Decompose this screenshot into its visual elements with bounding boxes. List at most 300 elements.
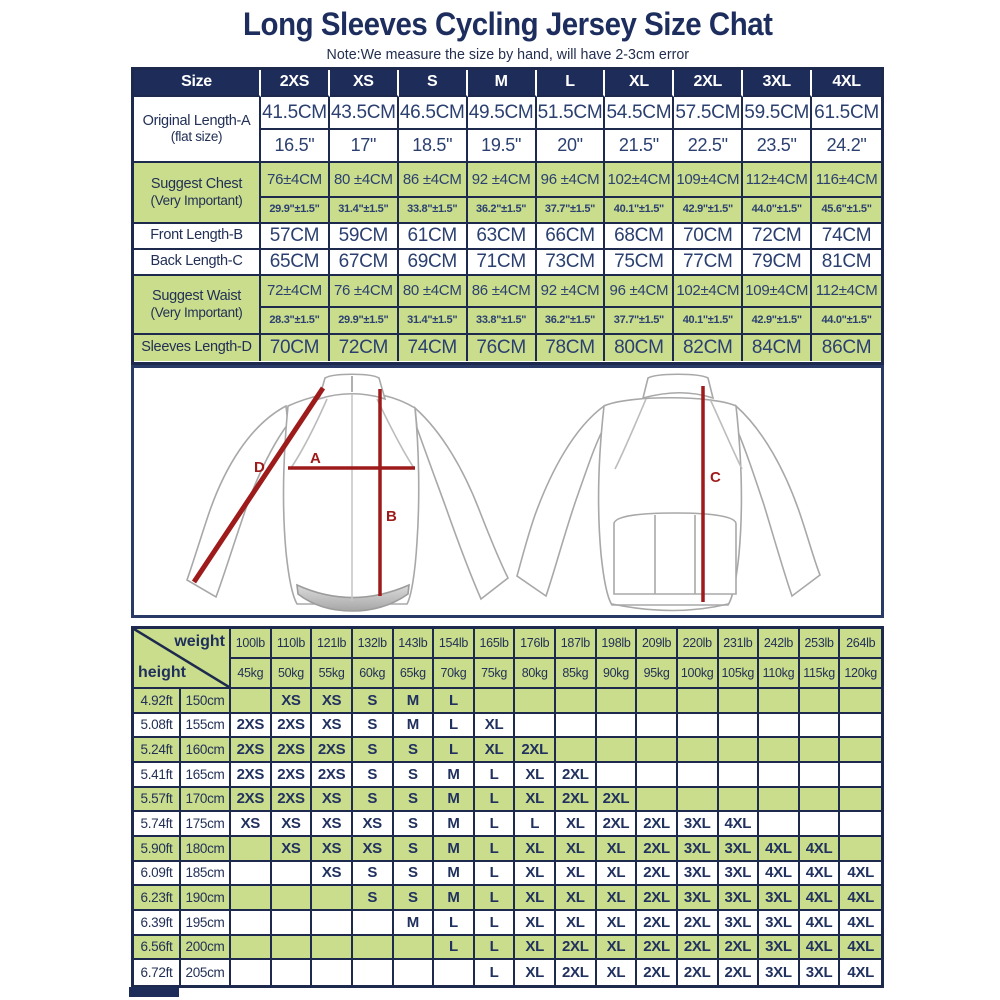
fit-size-cell: XS [231,812,272,837]
weight-kg-header: 115kg [800,659,841,689]
weight-lb-header: 121lb [312,629,353,659]
fit-size-cell [637,763,678,788]
weight-lb-header: 187lb [556,629,597,659]
fit-size-cell: 4XL [719,812,760,837]
fit-size-cell: 2XL [637,862,678,887]
fit-size-cell: 2XS [231,788,272,813]
size-value-cell: 74CM [399,335,468,361]
size-value-cell: 70CM [674,224,743,250]
fit-size-cell: S [394,837,435,862]
size-inch-cell: 23.5" [743,130,812,163]
size-row-label-text: Suggest Chest [150,176,243,193]
size-inch-cell: 19.5" [468,130,537,163]
fit-size-cell [312,960,353,985]
height-ft-label: 6.09ft [134,862,181,887]
fit-size-cell [353,911,394,936]
fit-size-cell [840,763,881,788]
size-value-cell: 70CM [261,335,330,361]
fit-size-cell: 4XL [840,886,881,911]
fit-size-cell [556,738,597,763]
fit-size-cell: 4XL [840,911,881,936]
weight-lb-header: 209lb [637,629,678,659]
size-inch-cell: 22.5" [674,130,743,163]
size-inch-cell: 29.9"±1.5" [330,308,399,335]
size-value-cell: 116±4CM [812,163,881,198]
size-row-sublabel-text: (Very Important) [150,304,243,320]
fit-size-cell: XL [556,812,597,837]
weight-lb-header: 143lb [394,629,435,659]
fit-size-cell: S [353,714,394,739]
size-inch-cell: 36.2"±1.5" [537,308,606,335]
fit-size-cell: 2XS [272,714,313,739]
fit-size-cell [231,960,272,985]
fit-size-cell: 2XL [678,911,719,936]
fit-size-cell [637,738,678,763]
fit-size-cell [231,862,272,887]
fit-size-cell [678,763,719,788]
fit-size-cell [800,689,841,714]
fit-size-cell: S [394,738,435,763]
back-jersey-drawing [517,374,820,610]
fit-size-cell [475,689,516,714]
fit-size-cell: L [475,763,516,788]
fit-size-cell: M [434,886,475,911]
size-value-cell: 112±4CM [812,276,881,308]
jersey-diagram-svg [134,368,881,615]
fit-size-cell: M [434,812,475,837]
size-value-cell: 96 ±4CM [537,163,606,198]
size-value-cell: 74CM [812,224,881,250]
size-value-cell: 82CM [674,335,743,361]
size-value-cell: 63CM [468,224,537,250]
fit-size-cell [515,714,556,739]
size-value-cell: 72CM [743,224,812,250]
fit-size-cell: 2XS [312,738,353,763]
fit-size-cell [759,812,800,837]
size-inch-cell: 28.3"±1.5" [261,308,330,335]
fit-size-cell: XL [597,936,638,961]
size-row-label-text: Back Length-C [150,253,243,270]
size-inch-cell: 17" [330,130,399,163]
weight-lb-header: 253lb [800,629,841,659]
size-row-label-text: Original Length-A [142,112,251,129]
fit-size-cell: 2XL [637,837,678,862]
weight-kg-header: 120kg [840,659,881,689]
height-axis-label: height [138,664,186,681]
fit-size-cell [312,911,353,936]
size-row-label [134,335,261,361]
size-col-header: L [537,70,606,97]
fit-size-cell [800,738,841,763]
fit-size-cell: 2XL [556,763,597,788]
fit-size-cell: 3XL [678,812,719,837]
fit-size-cell: 4XL [800,837,841,862]
fit-size-cell [678,714,719,739]
height-ft-label: 5.41ft [134,763,181,788]
fit-size-cell: 2XS [272,763,313,788]
fit-size-cell: XL [515,837,556,862]
size-row-label [134,97,261,163]
height-ft-label: 6.39ft [134,911,181,936]
fit-size-cell: L [515,812,556,837]
fit-size-cell: XL [597,837,638,862]
fit-size-cell: 4XL [840,862,881,887]
size-value-cell: 112±4CM [743,163,812,198]
size-inch-cell: 33.8"±1.5" [399,198,468,224]
size-value-cell: 102±4CM [605,163,674,198]
size-value-cell: 43.5CM [330,97,399,130]
size-value-cell: 79CM [743,250,812,276]
fit-size-cell: XS [272,812,313,837]
height-ft-label: 5.57ft [134,788,181,813]
weight-axis-label: weight [174,633,225,650]
height-ft-label: 6.56ft [134,936,181,961]
measurement-note: Note:We measure the size by hand, will have 2-3cm error [326,46,689,63]
label-a: A [310,450,321,467]
weight-kg-header: 80kg [515,659,556,689]
fit-size-cell: 3XL [759,886,800,911]
fit-size-cell: XS [353,837,394,862]
size-value-cell: 57CM [261,224,330,250]
weight-lb-header: 132lb [353,629,394,659]
height-cm-label: 155cm [181,714,231,739]
height-cm-label: 165cm [181,763,231,788]
fit-size-cell: S [394,886,435,911]
fit-size-cell: XL [475,738,516,763]
size-inch-cell: 40.1"±1.5" [605,198,674,224]
fit-size-cell: 2XS [231,738,272,763]
size-inch-cell: 18.5" [399,130,468,163]
fit-size-cell [759,689,800,714]
fit-size-cell: XS [312,689,353,714]
fit-size-cell: 2XL [556,788,597,813]
height-ft-label: 6.23ft [134,886,181,911]
size-value-cell: 54.5CM [605,97,674,130]
fit-size-cell: XL [556,862,597,887]
label-b: B [386,508,397,525]
fit-size-cell: 4XL [800,862,841,887]
size-value-cell: 80 ±4CM [399,276,468,308]
size-value-cell: 59CM [330,224,399,250]
fit-size-cell: S [353,788,394,813]
size-inch-cell: 42.9"±1.5" [743,308,812,335]
weight-lb-header: 154lb [434,629,475,659]
fit-size-cell: S [353,738,394,763]
size-value-cell: 78CM [537,335,606,361]
fit-size-cell: XL [597,886,638,911]
fit-size-cell: 4XL [800,911,841,936]
height-weight-corner-cell [134,629,231,689]
weight-lb-header: 220lb [678,629,719,659]
fit-size-cell [840,812,881,837]
fit-size-cell [231,936,272,961]
weight-kg-header: 100kg [678,659,719,689]
fit-size-cell: S [353,763,394,788]
weight-kg-header: 55kg [312,659,353,689]
size-row-label [134,224,261,250]
fit-size-cell: L [434,738,475,763]
fit-size-cell: 3XL [719,886,760,911]
fit-size-cell: XL [515,763,556,788]
size-value-cell: 80CM [605,335,674,361]
fit-size-cell: L [475,911,516,936]
weight-kg-header: 70kg [434,659,475,689]
fit-size-cell [353,960,394,985]
fit-size-cell: 2XL [556,936,597,961]
fit-size-cell [840,714,881,739]
fit-size-cell: 2XS [272,738,313,763]
size-inch-cell: 45.6"±1.5" [812,198,881,224]
height-cm-label: 150cm [181,689,231,714]
measurement-note-wrap [131,46,884,64]
size-row-label [134,163,261,224]
size-value-cell: 86 ±4CM [399,163,468,198]
fit-size-cell [231,689,272,714]
fit-size-cell [759,714,800,739]
height-cm-label: 160cm [181,738,231,763]
height-cm-label: 205cm [181,960,231,985]
fit-size-cell [637,714,678,739]
size-row-sublabel-text: (Very Important) [150,192,243,208]
size-inch-cell: 16.5" [261,130,330,163]
fit-size-cell [840,788,881,813]
size-value-cell: 92 ±4CM [468,163,537,198]
weight-kg-header: 85kg [556,659,597,689]
size-value-cell: 73CM [537,250,606,276]
fit-size-cell: XL [597,862,638,887]
size-col-header: Size [134,70,261,97]
weight-kg-header: 110kg [759,659,800,689]
size-value-cell: 61CM [399,224,468,250]
size-inch-cell: 33.8"±1.5" [468,308,537,335]
fit-size-cell [800,763,841,788]
fit-size-cell: 3XL [719,911,760,936]
fit-size-cell: 2XL [637,960,678,985]
fit-size-cell: 2XS [231,763,272,788]
fit-size-cell: L [434,689,475,714]
fit-size-cell [272,911,313,936]
size-value-cell: 96 ±4CM [605,276,674,308]
fit-size-cell: L [475,960,516,985]
fit-size-cell: XL [597,911,638,936]
fit-size-cell: M [434,763,475,788]
size-value-cell: 76CM [468,335,537,361]
fit-size-cell: 2XL [719,936,760,961]
height-ft-label: 5.74ft [134,812,181,837]
size-row-label-text: Suggest Waist [151,288,242,305]
size-inch-cell: 42.9"±1.5" [674,198,743,224]
fit-size-cell: 4XL [800,886,841,911]
fit-size-cell: L [475,812,516,837]
fit-size-cell: 3XL [678,862,719,887]
fit-size-cell [840,738,881,763]
fit-size-cell: L [475,862,516,887]
fit-size-cell: L [434,936,475,961]
front-jersey-drawing [187,374,508,611]
size-row-label-text: Front Length-B [150,227,243,244]
fit-size-cell: XS [312,837,353,862]
fit-size-cell [556,714,597,739]
size-value-cell: 49.5CM [468,97,537,130]
fit-size-cell: XS [272,837,313,862]
fit-size-cell: S [353,862,394,887]
fit-size-cell: 2XS [231,714,272,739]
fit-size-cell: XS [312,862,353,887]
fit-size-cell: 2XL [637,936,678,961]
size-value-cell: 76 ±4CM [330,276,399,308]
fit-size-cell: M [394,911,435,936]
fit-size-cell: XL [515,886,556,911]
size-col-header: S [399,70,468,97]
fit-size-cell [272,960,313,985]
fit-size-cell: 4XL [759,837,800,862]
size-col-header: 4XL [812,70,881,97]
weight-lb-header: 198lb [597,629,638,659]
size-value-cell: 61.5CM [812,97,881,130]
size-value-cell: 68CM [605,224,674,250]
size-row-label [134,276,261,335]
size-value-cell: 84CM [743,335,812,361]
label-c: C [710,469,721,486]
fit-size-cell: S [394,862,435,887]
fit-size-cell [434,960,475,985]
size-value-cell: 57.5CM [674,97,743,130]
size-value-cell: 69CM [399,250,468,276]
size-col-header: 2XL [674,70,743,97]
fit-size-cell [556,689,597,714]
size-inch-cell: 20" [537,130,606,163]
height-cm-label: 190cm [181,886,231,911]
fit-size-cell: S [394,812,435,837]
fit-size-cell [597,738,638,763]
fit-size-cell: L [475,788,516,813]
page-title-wrap [131,6,884,43]
fit-size-cell [840,837,881,862]
size-value-cell: 109±4CM [674,163,743,198]
size-col-header: 2XS [261,70,330,97]
fit-size-cell [719,738,760,763]
table-bottom-border-stub [129,987,179,997]
size-inch-cell: 24.2" [812,130,881,163]
fit-size-cell [800,788,841,813]
fit-size-cell: S [353,886,394,911]
weight-lb-header: 176lb [515,629,556,659]
fit-size-cell: M [434,788,475,813]
height-ft-label: 6.72ft [134,960,181,985]
fit-size-cell [719,788,760,813]
fit-size-cell: L [434,911,475,936]
fit-size-cell: 2XL [597,812,638,837]
fit-size-cell [597,689,638,714]
fit-size-cell: XL [556,837,597,862]
size-value-cell: 77CM [674,250,743,276]
fit-size-cell [394,936,435,961]
size-value-cell: 72±4CM [261,276,330,308]
fit-size-cell [353,936,394,961]
weight-kg-header: 60kg [353,659,394,689]
fit-size-cell: L [475,886,516,911]
fit-size-cell: 2XL [719,960,760,985]
fit-size-cell: XS [272,689,313,714]
fit-size-cell [719,689,760,714]
size-measurement-table [131,67,884,365]
fit-size-cell: XL [515,960,556,985]
fit-size-cell: 4XL [759,862,800,887]
fit-size-cell: XL [597,960,638,985]
size-row-sublabel-text: (flat size) [170,129,223,145]
weight-kg-header: 75kg [475,659,516,689]
fit-size-cell: S [394,788,435,813]
fit-size-cell: XL [556,886,597,911]
fit-size-cell: 2XS [312,763,353,788]
fit-size-cell: XL [556,911,597,936]
height-cm-label: 185cm [181,862,231,887]
fit-size-cell: M [394,689,435,714]
size-value-cell: 109±4CM [743,276,812,308]
fit-size-cell [272,886,313,911]
weight-lb-header: 165lb [475,629,516,659]
size-value-cell: 75CM [605,250,674,276]
fit-size-cell: 4XL [840,936,881,961]
fit-size-cell: 4XL [847,964,874,982]
fit-size-cell [678,689,719,714]
fit-size-cell: XS [312,714,353,739]
size-inch-cell: 44.0"±1.5" [743,198,812,224]
size-value-cell: 86CM [812,335,881,361]
size-row-label-text: Sleeves Length-D [141,339,252,356]
fit-size-cell: XS [312,788,353,813]
size-value-cell: 86 ±4CM [468,276,537,308]
size-value-cell: 72CM [330,335,399,361]
fit-size-cell: 3XL [719,862,760,887]
size-inch-cell: 36.2"±1.5" [468,198,537,224]
size-value-cell: 41.5CM [261,97,330,130]
fit-size-cell: 2XL [678,960,719,985]
page-title: Long Sleeves Cycling Jersey Size Chat [242,6,773,42]
fit-size-cell: M [434,837,475,862]
fit-size-cell [515,689,556,714]
size-row-label [134,250,261,276]
fit-size-cell [840,689,881,714]
fit-size-cell: L [475,936,516,961]
fit-size-cell [678,788,719,813]
fit-size-cell [231,886,272,911]
fit-size-cell: 2XL [637,911,678,936]
height-ft-label: 5.08ft [134,714,181,739]
fit-size-cell: 2XL [556,960,597,985]
size-inch-cell: 31.4"±1.5" [399,308,468,335]
size-value-cell: 66CM [537,224,606,250]
size-value-cell: 71CM [468,250,537,276]
weight-kg-header: 90kg [597,659,638,689]
fit-size-cell: 2XL [597,788,638,813]
weight-lb-header: 264lb [840,629,881,659]
fit-size-cell [719,763,760,788]
fit-size-cell: XL [515,862,556,887]
fit-size-cell [312,936,353,961]
fit-size-cell [231,911,272,936]
fit-size-cell [272,936,313,961]
size-value-cell: 92 ±4CM [537,276,606,308]
fit-size-cell: 3XL [759,960,800,985]
fit-size-cell [637,689,678,714]
fit-size-cell: 4XL [800,936,841,961]
fit-size-cell [597,714,638,739]
size-inch-cell: 29.9"±1.5" [261,198,330,224]
size-value-cell: 51.5CM [537,97,606,130]
size-col-header: XS [330,70,399,97]
fit-size-cell [272,862,313,887]
